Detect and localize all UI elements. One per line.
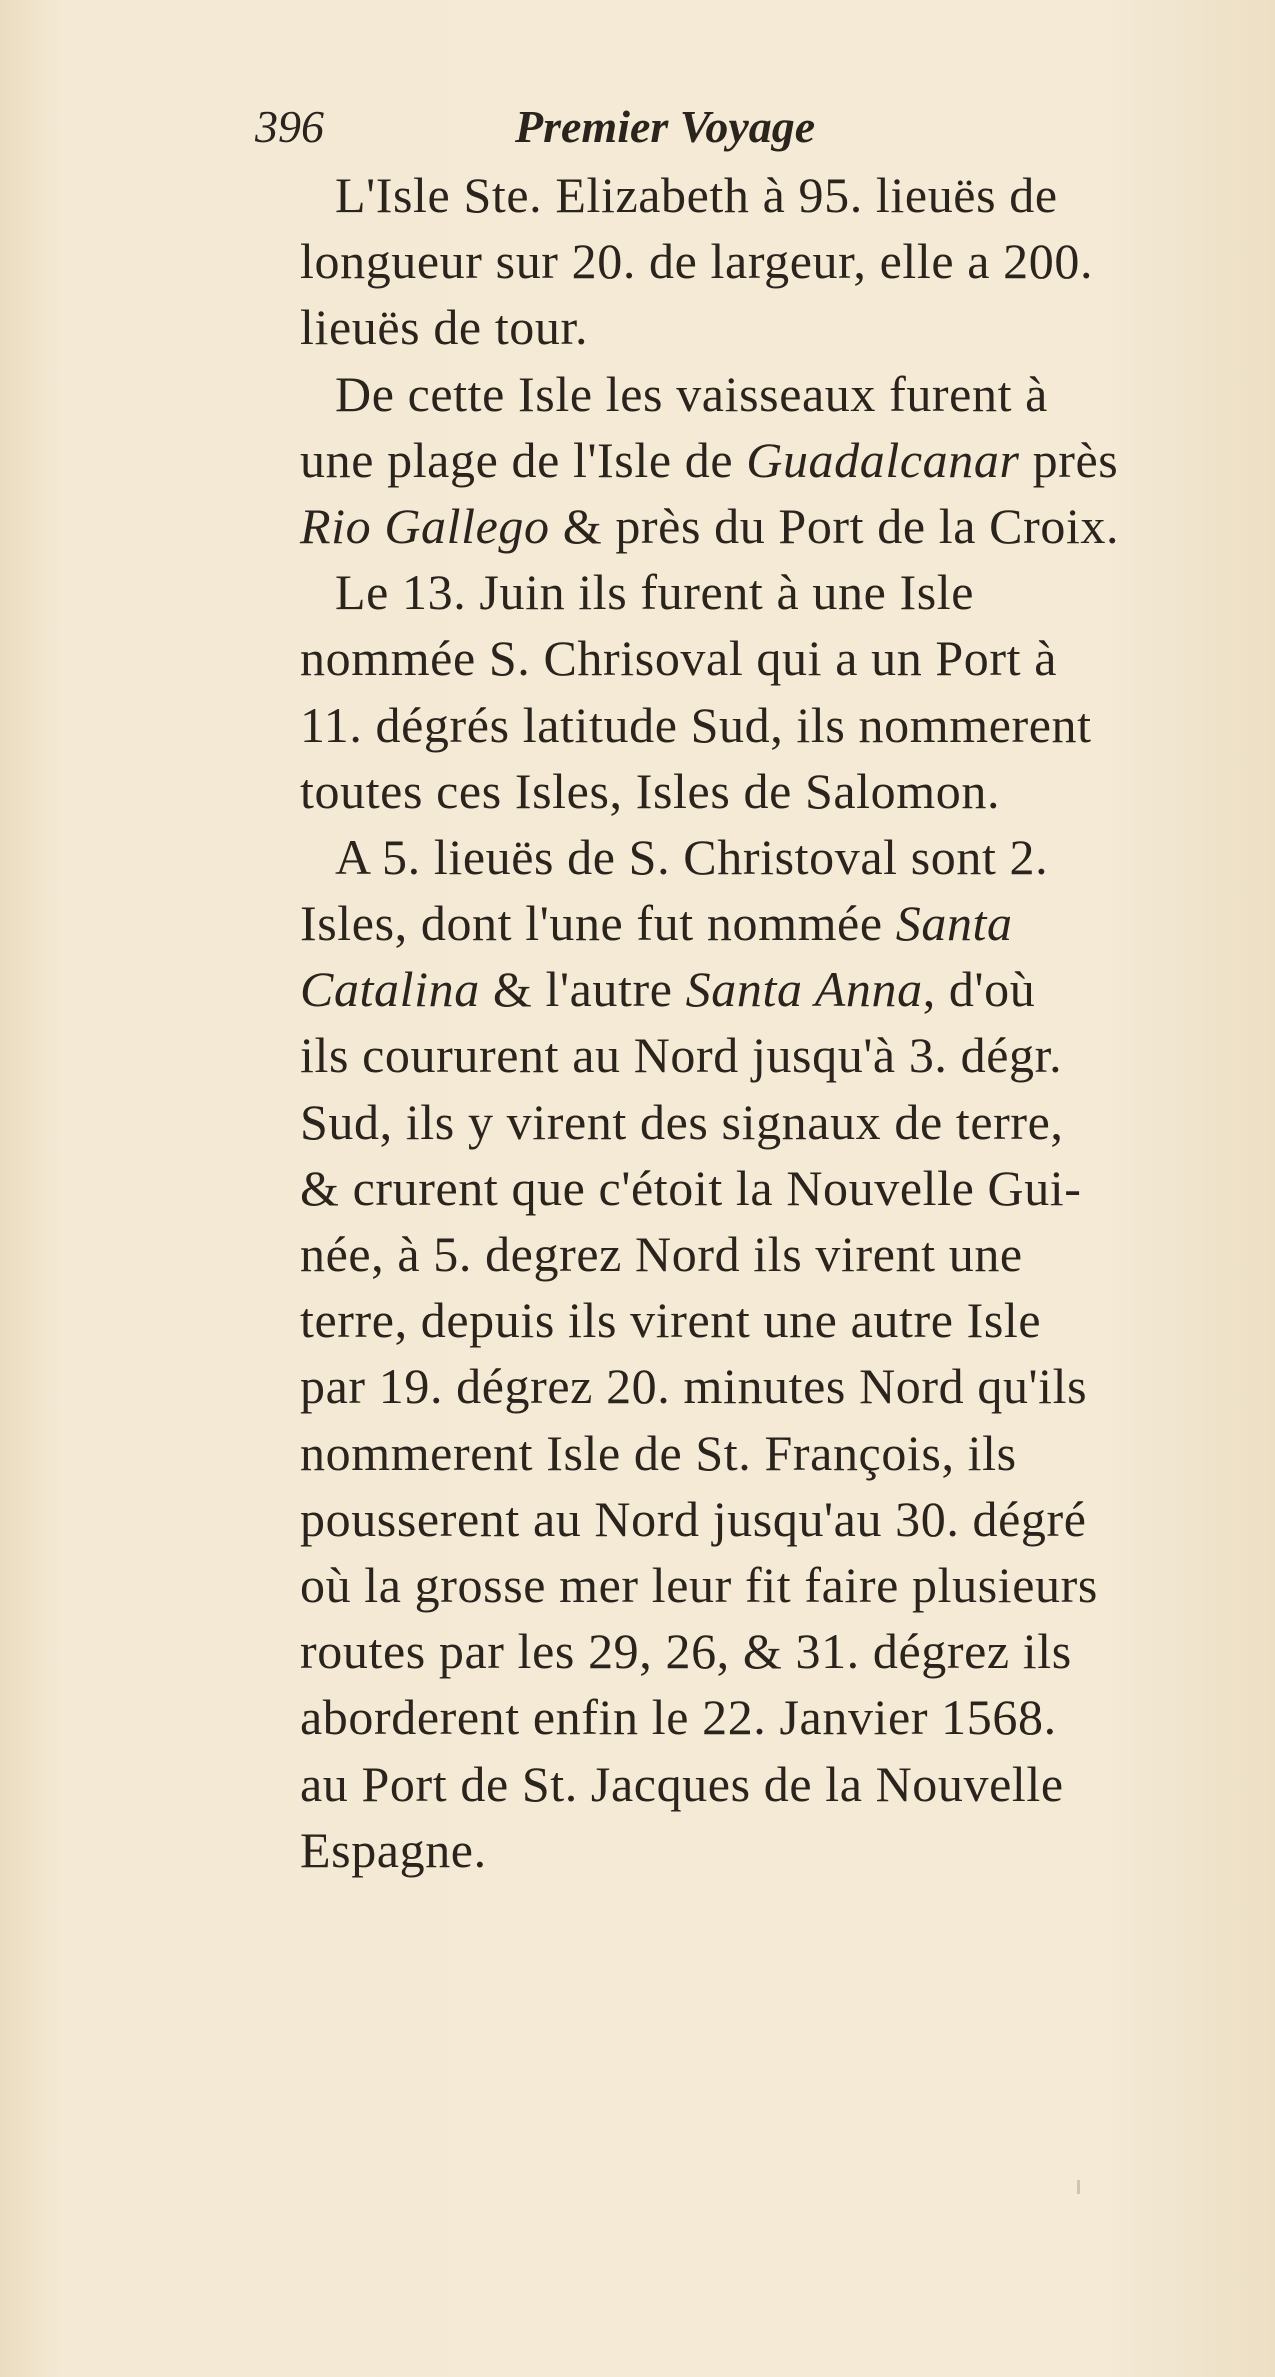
- page-number: 396: [255, 101, 324, 152]
- text-line: [300, 493, 1200, 559]
- running-head: [255, 92, 955, 162]
- place-name-santa: Santa: [895, 895, 1013, 952]
- text-line: où la grosse mer leur fit faire plusieurs: [300, 1556, 1098, 1613]
- text-segment: près: [1019, 431, 1119, 488]
- text-line: par 19. dégrez 20. minutes Nord qu'ils: [300, 1358, 1088, 1415]
- text-line: Espagne.: [300, 1821, 487, 1878]
- text-line: De cette Isle les vaisseaux furent à: [335, 365, 1048, 422]
- place-name-rio-gallego: Rio Gallego: [300, 497, 550, 554]
- text-line: lieuës de tour.: [300, 299, 589, 356]
- text-line: [300, 427, 1200, 493]
- text-line: longueur sur 20. de largeur, elle a 200.: [300, 233, 1094, 290]
- text-segment: & l'autre: [479, 961, 686, 1018]
- text-line: Le 13. Juin ils furent à une Isle: [335, 564, 975, 621]
- text-line: & crurent que c'étoit la Nouvelle Gui-: [300, 1159, 1082, 1216]
- text-segment: Isles, dont l'une fut nommée: [300, 895, 896, 952]
- text-line: routes par les 29, 26, & 31. dégrez ils: [300, 1623, 1072, 1680]
- place-name-guadalcanar: Guadalcanar: [746, 431, 1020, 488]
- text-line: née, à 5. degrez Nord ils virent une: [300, 1226, 1023, 1282]
- text-line: aborderent enfin le 22. Janvier 1568.: [300, 1689, 1057, 1746]
- text-line: L'Isle Ste. Elizabeth à 95. lieuës de: [335, 167, 1058, 223]
- body-text: [300, 162, 1200, 1883]
- text-line: [300, 956, 1200, 1022]
- text-line: [300, 890, 1200, 956]
- text-segment: , d'où: [922, 961, 1036, 1018]
- place-name-santa-anna: Santa Anna: [685, 961, 923, 1018]
- text-segment: une plage de l'Isle de: [300, 431, 747, 488]
- text-line: terre, depuis ils virent une autre Isle: [300, 1292, 1042, 1349]
- text-line: pousserent au Nord jusqu'au 30. dégré: [300, 1490, 1087, 1547]
- text-line: nommée S. Chrisoval qui a un Port à: [300, 630, 1058, 687]
- text-line: Sud, ils y virent des signaux de terre,: [300, 1093, 1064, 1150]
- place-name-catalina: Catalina: [300, 961, 480, 1018]
- text-line: 11. dégrés latitude Sud, ils nommerent: [300, 696, 1092, 753]
- text-line: A 5. lieuës de S. Christoval sont 2.: [335, 828, 1049, 885]
- text-line: au Port de St. Jacques de la Nouvelle: [300, 1755, 1064, 1812]
- text-line: toutes ces Isles, Isles de Salomon.: [300, 762, 1001, 819]
- text-line: ils coururent au Nord jusqu'à 3. dégr.: [300, 1027, 1063, 1084]
- text-line: nommerent Isle de St. François, ils: [300, 1424, 1017, 1481]
- text-segment: & près du Port de la Croix.: [549, 497, 1120, 554]
- running-title: Premier Voyage: [515, 101, 816, 152]
- paper-mark: [1077, 2180, 1080, 2194]
